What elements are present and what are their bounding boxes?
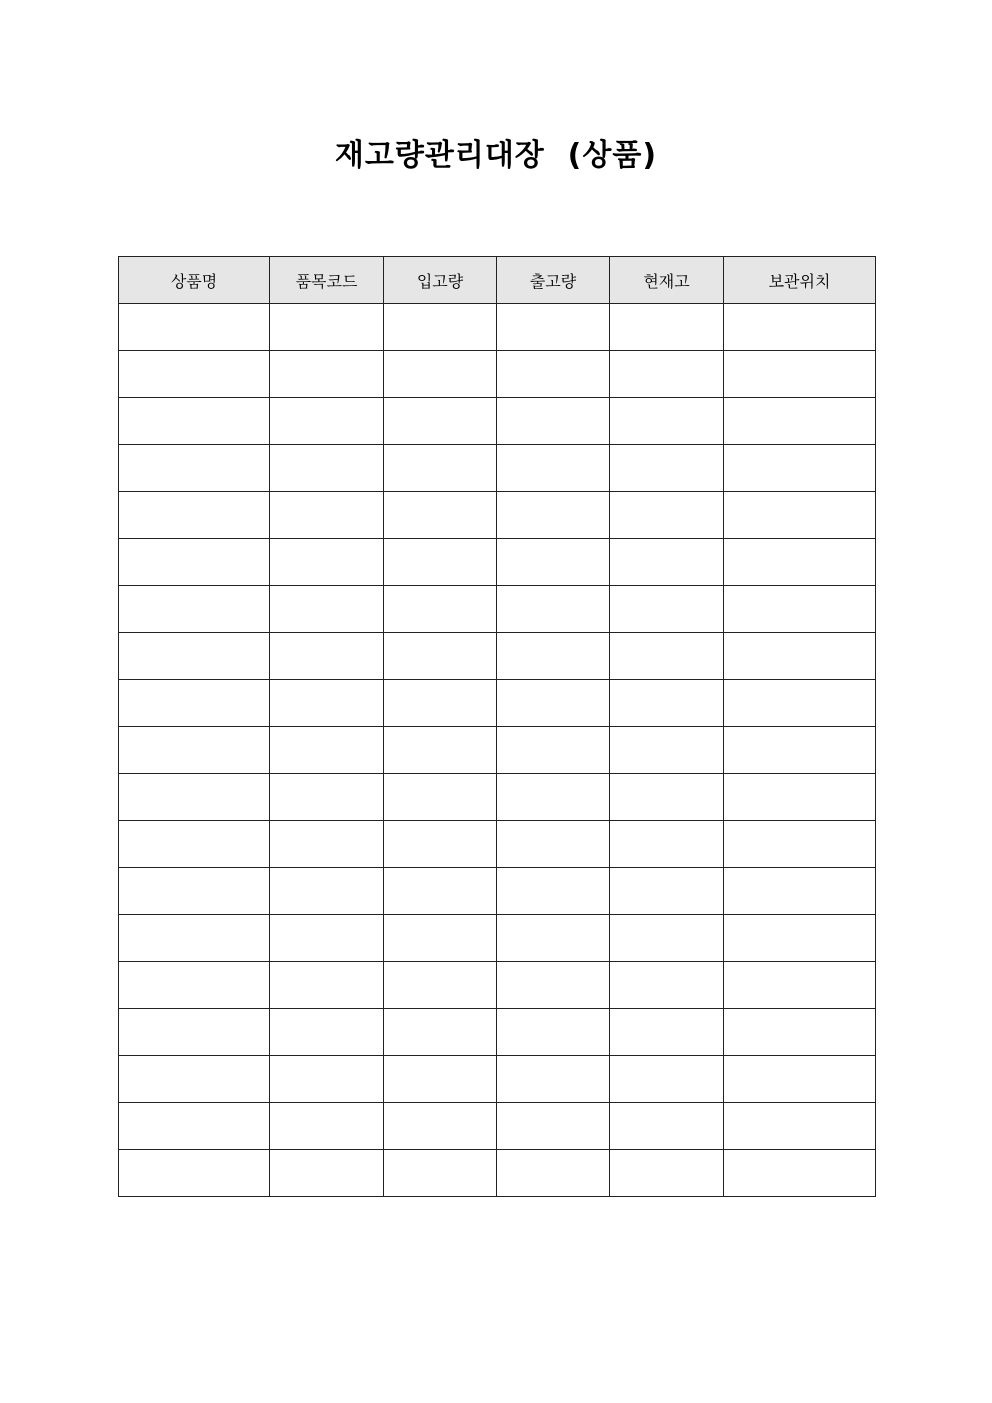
table-cell-incoming-qty [384, 1056, 497, 1103]
table-cell-item-code [270, 915, 384, 962]
table-cell-item-code [270, 868, 384, 915]
table-cell-product-name [119, 445, 270, 492]
table-cell-item-code [270, 633, 384, 680]
table-row [119, 1103, 876, 1150]
table-cell-current-stock [610, 304, 724, 351]
table-cell-incoming-qty [384, 774, 497, 821]
table-cell-item-code [270, 539, 384, 586]
table-cell-current-stock [610, 351, 724, 398]
table-cell-product-name [119, 774, 270, 821]
table-cell-item-code [270, 586, 384, 633]
table-cell-product-name [119, 492, 270, 539]
table-cell-incoming-qty [384, 1103, 497, 1150]
table-cell-current-stock [610, 586, 724, 633]
table-cell-storage-location [724, 1056, 876, 1103]
table-cell-outgoing-qty [497, 868, 610, 915]
table-cell-incoming-qty [384, 586, 497, 633]
table-cell-current-stock [610, 445, 724, 492]
table-cell-product-name [119, 398, 270, 445]
table-cell-outgoing-qty [497, 398, 610, 445]
table-row [119, 351, 876, 398]
table-cell-item-code [270, 680, 384, 727]
table-cell-current-stock [610, 774, 724, 821]
table-cell-incoming-qty [384, 1009, 497, 1056]
table-cell-current-stock [610, 633, 724, 680]
table-cell-storage-location [724, 727, 876, 774]
table-row [119, 868, 876, 915]
table-cell-incoming-qty [384, 304, 497, 351]
column-header-outgoing-qty: 출고량 [497, 257, 610, 304]
table-cell-incoming-qty [384, 398, 497, 445]
table-cell-current-stock [610, 492, 724, 539]
table-cell-current-stock [610, 821, 724, 868]
table-cell-item-code [270, 821, 384, 868]
table-cell-current-stock [610, 962, 724, 1009]
table-row [119, 774, 876, 821]
table-cell-current-stock [610, 1103, 724, 1150]
table-cell-item-code [270, 304, 384, 351]
table-cell-storage-location [724, 351, 876, 398]
table-cell-outgoing-qty [497, 1150, 610, 1197]
table-cell-item-code [270, 445, 384, 492]
table-row [119, 304, 876, 351]
table-cell-item-code [270, 1150, 384, 1197]
table-row [119, 445, 876, 492]
table-cell-current-stock [610, 1009, 724, 1056]
table-cell-outgoing-qty [497, 915, 610, 962]
table-cell-outgoing-qty [497, 586, 610, 633]
table-cell-item-code [270, 774, 384, 821]
table-cell-item-code [270, 727, 384, 774]
table-cell-incoming-qty [384, 1150, 497, 1197]
table-cell-storage-location [724, 680, 876, 727]
page-title: 재고량관리대장 (상품) [334, 138, 658, 173]
table-cell-storage-location [724, 1150, 876, 1197]
table-cell-current-stock [610, 539, 724, 586]
table-body [119, 304, 876, 1197]
table-cell-storage-location [724, 633, 876, 680]
table-cell-product-name [119, 680, 270, 727]
table-cell-item-code [270, 1103, 384, 1150]
table-cell-outgoing-qty [497, 351, 610, 398]
table-cell-product-name [119, 868, 270, 915]
column-header-item-code: 품목코드 [270, 257, 384, 304]
table-cell-outgoing-qty [497, 304, 610, 351]
table-cell-outgoing-qty [497, 492, 610, 539]
table-cell-current-stock [610, 727, 724, 774]
table-cell-outgoing-qty [497, 539, 610, 586]
table-cell-storage-location [724, 445, 876, 492]
column-header-incoming-qty: 입고량 [384, 257, 497, 304]
table-cell-outgoing-qty [497, 633, 610, 680]
table-cell-storage-location [724, 1009, 876, 1056]
table-cell-incoming-qty [384, 915, 497, 962]
table-cell-current-stock [610, 680, 724, 727]
table-cell-product-name [119, 1103, 270, 1150]
table-cell-outgoing-qty [497, 1056, 610, 1103]
table-cell-product-name [119, 1150, 270, 1197]
column-header-current-stock: 현재고 [610, 257, 724, 304]
table-cell-storage-location [724, 868, 876, 915]
table-cell-incoming-qty [384, 633, 497, 680]
table-cell-product-name [119, 1056, 270, 1103]
table-cell-product-name [119, 727, 270, 774]
table-cell-outgoing-qty [497, 680, 610, 727]
inventory-ledger-table [118, 256, 876, 1197]
table-cell-incoming-qty [384, 539, 497, 586]
table-cell-outgoing-qty [497, 821, 610, 868]
table-cell-incoming-qty [384, 821, 497, 868]
table-row [119, 727, 876, 774]
table-cell-outgoing-qty [497, 774, 610, 821]
table-cell-current-stock [610, 1150, 724, 1197]
table-row [119, 1056, 876, 1103]
table-cell-product-name [119, 1009, 270, 1056]
table-row [119, 586, 876, 633]
table-cell-incoming-qty [384, 868, 497, 915]
table-cell-storage-location [724, 586, 876, 633]
table-cell-incoming-qty [384, 351, 497, 398]
table-cell-product-name [119, 633, 270, 680]
table-cell-storage-location [724, 304, 876, 351]
table-cell-storage-location [724, 962, 876, 1009]
table-cell-outgoing-qty [497, 445, 610, 492]
table-cell-item-code [270, 1056, 384, 1103]
table-cell-storage-location [724, 774, 876, 821]
table-cell-product-name [119, 351, 270, 398]
table-cell-outgoing-qty [497, 1009, 610, 1056]
table-row [119, 915, 876, 962]
table-cell-incoming-qty [384, 962, 497, 1009]
table-cell-incoming-qty [384, 492, 497, 539]
table-cell-product-name [119, 304, 270, 351]
table-cell-incoming-qty [384, 727, 497, 774]
table-cell-storage-location [724, 915, 876, 962]
table-cell-storage-location [724, 492, 876, 539]
column-header-product-name: 상품명 [119, 257, 270, 304]
table-cell-outgoing-qty [497, 962, 610, 1009]
table-cell-storage-location [724, 539, 876, 586]
table-cell-item-code [270, 351, 384, 398]
table-row [119, 492, 876, 539]
table-cell-current-stock [610, 915, 724, 962]
table-cell-item-code [270, 962, 384, 1009]
table-cell-current-stock [610, 868, 724, 915]
table-cell-item-code [270, 1009, 384, 1056]
table-cell-product-name [119, 539, 270, 586]
table-row [119, 1150, 876, 1197]
table-row [119, 680, 876, 727]
table-row [119, 398, 876, 445]
table-row [119, 1009, 876, 1056]
table-cell-storage-location [724, 821, 876, 868]
table-cell-storage-location [724, 398, 876, 445]
table-row [119, 539, 876, 586]
table-cell-product-name [119, 821, 270, 868]
table-cell-storage-location [724, 1103, 876, 1150]
column-header-storage-location: 보관위치 [724, 257, 876, 304]
table-cell-current-stock [610, 1056, 724, 1103]
table-cell-outgoing-qty [497, 727, 610, 774]
table-row [119, 962, 876, 1009]
table-cell-product-name [119, 915, 270, 962]
table-cell-incoming-qty [384, 680, 497, 727]
table-cell-current-stock [610, 398, 724, 445]
table-cell-item-code [270, 398, 384, 445]
table-cell-product-name [119, 962, 270, 1009]
table-row [119, 633, 876, 680]
table-cell-incoming-qty [384, 445, 497, 492]
table-header-row [119, 257, 876, 304]
table-cell-product-name [119, 586, 270, 633]
table-cell-outgoing-qty [497, 1103, 610, 1150]
table-row [119, 821, 876, 868]
table-cell-item-code [270, 492, 384, 539]
